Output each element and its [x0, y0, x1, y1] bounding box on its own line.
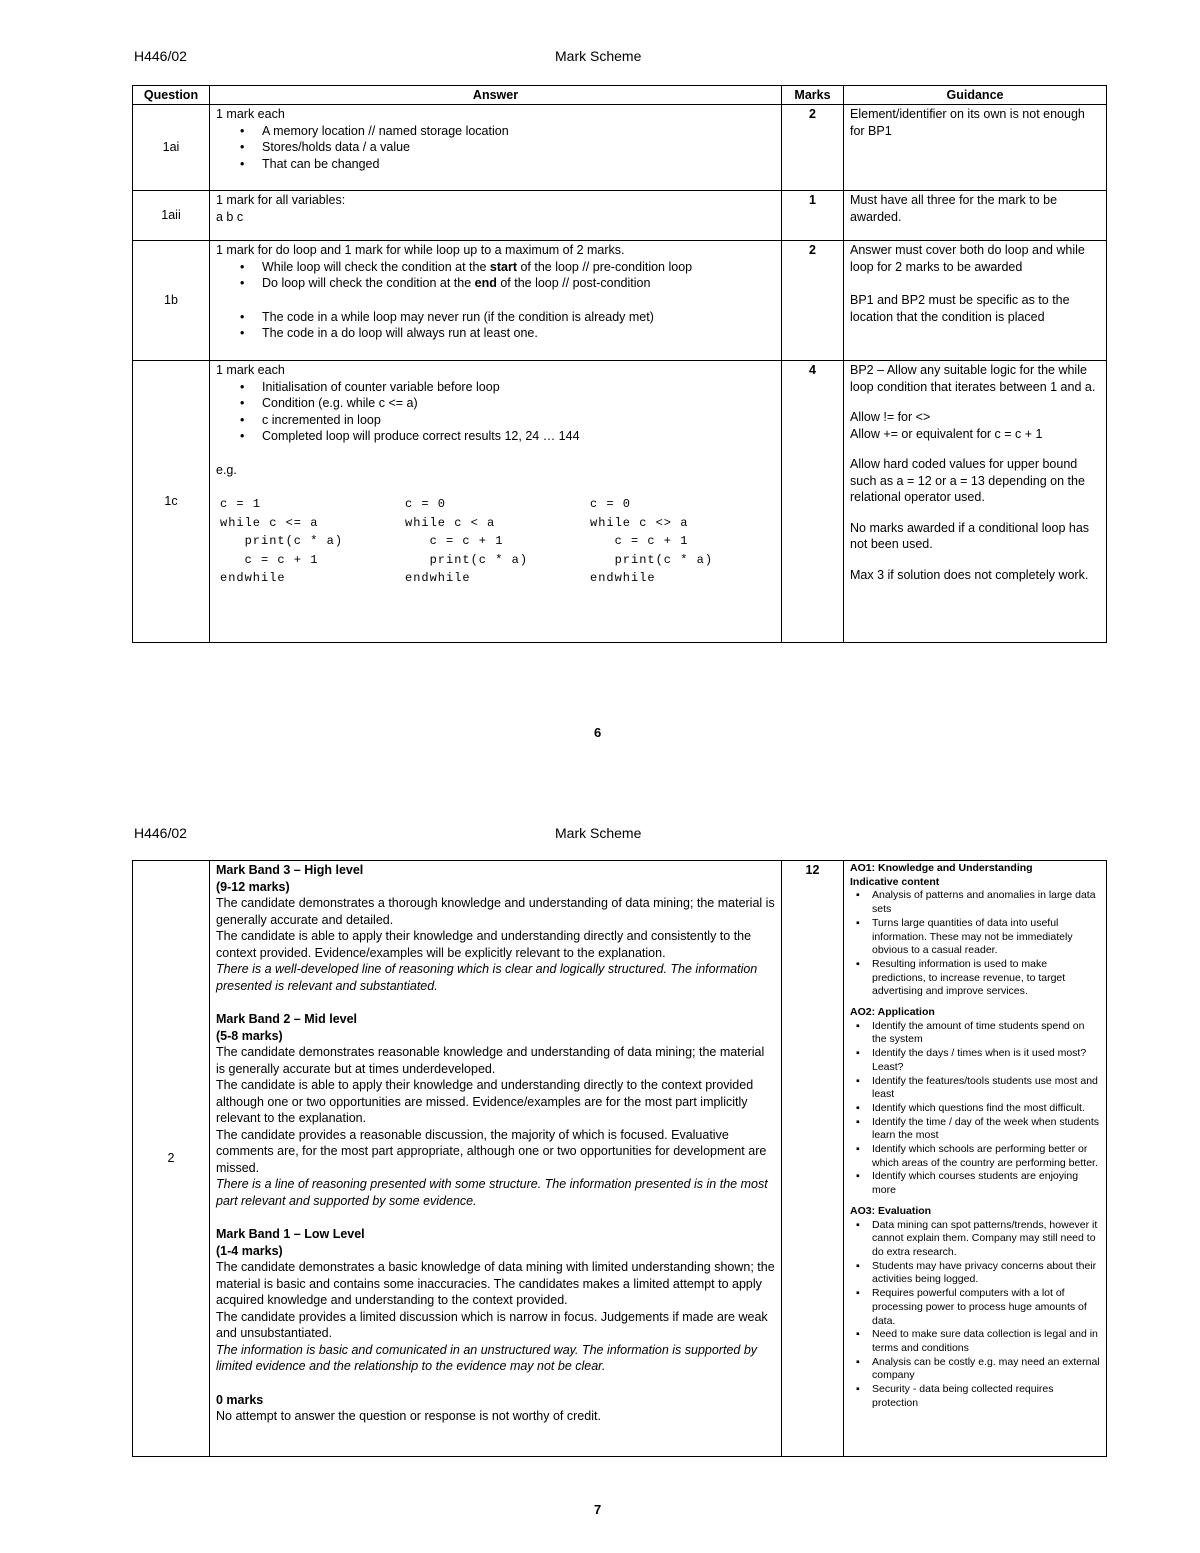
answer-cell — [210, 241, 782, 361]
guidance-bullet: ▪ Students may have privacy concerns about their activities being logged. — [872, 1260, 1100, 1287]
guidance-text: Element/identifier on its own is not enough for BP1 — [850, 107, 1085, 138]
mark-scheme-table — [132, 85, 1107, 643]
guidance-text: Max 3 if solution does not completely work. — [850, 567, 1089, 582]
table-row — [133, 861, 1107, 1457]
answer-intro: 1 mark for do loop and 1 mark for while loop up to a maximum of 2 marks. — [216, 243, 625, 257]
guidance-bullet: ▪ Identify the features/tools students use most and least — [872, 1075, 1100, 1102]
band-2-italic: There is a line of reasoning presented with some structure. The information presented is in the most part relevant and supported by some evidence. — [216, 1177, 768, 1208]
ao2-title: AO2: Application — [850, 1006, 935, 1019]
answer-cell — [210, 191, 782, 241]
band-3-italic: There is a well-developed line of reasoning which is clear and logically structured. The information presented is relevant and substantiated. — [216, 962, 758, 993]
ao1-title: AO1: Knowledge and Understanding — [850, 862, 1033, 874]
band-1-text: The candidate demonstrates a basic knowledge of data mining with limited understanding shown; the material is basic and contains some inaccuracies. The candidates makes a limited attempt to apply acquired knowledge and understanding to the context provided. — [216, 1260, 775, 1307]
answer-intro: 1 mark for all variables: — [216, 193, 346, 207]
guidance-cell — [844, 191, 1107, 241]
answer-bullet: • Completed loop will produce correct results 12, 24 … 144 — [262, 428, 775, 445]
guidance-text: Allow hard coded values for upper bound such as a = 12 or a = 13 depending on the relational operator used. — [850, 457, 1085, 504]
band-3-text: The candidate demonstrates a thorough knowledge and understanding of data mining; the material is generally accurate and detailed. — [216, 896, 775, 927]
guidance-text: BP1 and BP2 must be specific as to the location that the condition is placed — [850, 293, 1070, 324]
marks-cell: 2 — [782, 105, 844, 191]
answer-bullet: • A memory location // named storage location — [262, 123, 775, 140]
guidance-bullet: ▪ Analysis of patterns and anomalies in large data sets — [872, 889, 1100, 916]
table-row — [133, 241, 1107, 361]
page-code: H446/02 — [134, 48, 187, 64]
guidance-text: BP2 – Allow any suitable logic for the while loop condition that iterates between 1 and a. — [850, 363, 1096, 394]
guidance-text: Must have all three for the mark to be awarded. — [850, 193, 1058, 224]
guidance-bullet: ▪ Need to make sure data collection is legal and in terms and conditions — [872, 1328, 1100, 1355]
guidance-bullet: ▪ Identify the amount of time students spend on the system — [872, 1020, 1100, 1047]
band-2-text: The candidate demonstrates reasonable knowledge and understanding of data mining; the material is generally accurate but at times underdeveloped. — [216, 1045, 765, 1076]
page-title: Mark Scheme — [555, 48, 642, 64]
page-title: Mark Scheme — [555, 825, 642, 841]
answer-intro: 1 mark each — [216, 107, 285, 121]
question-number: 2 — [133, 861, 210, 1457]
answer-cell — [210, 861, 782, 1457]
guidance-bullet: ▪ Resulting information is used to make predictions, to increase revenue, to target advertising and improve services. — [872, 958, 1100, 999]
guidance-bullet: ▪ Identify the time / day of the week when students learn the most — [872, 1116, 1100, 1143]
header-answer: Answer — [210, 86, 782, 105]
band-1-title: Mark Band 1 – Low Level — [216, 1227, 365, 1241]
question-number: 1aii — [133, 191, 210, 241]
band-2-text: The candidate provides a reasonable discussion, the majority of which is focused. Evaluative comments are, for the most part appropriate, although one or two opportunities for development are missed. — [216, 1127, 767, 1175]
answer-bullet: • While loop will check the condition at the start of the loop // pre-condition loop — [262, 259, 775, 276]
guidance-bullet: ▪ Analysis can be costly e.g. may need an external company — [872, 1356, 1100, 1383]
table-header-row — [133, 86, 1107, 105]
ao1-subtitle: Indicative content — [850, 875, 940, 888]
band-2-text: The candidate is able to apply their knowledge and understanding directly to the context provided although one or two opportunities are missed. Evidence/examples are for the most part implicitly relevant to the explanation. — [216, 1078, 754, 1125]
code-example-2: c = 0 while c < a c = c + 1 print(c * a) endwhile — [405, 497, 529, 585]
table-row — [133, 361, 1107, 643]
band-1-text: The candidate provides a limited discussion which is narrow in focus. Judgements if made are weak and unsubstantiated. — [216, 1309, 768, 1340]
guidance-bullet: ▪ Turns large quantities of data into useful information. These may not be immediately obvious to a casual reader. — [872, 917, 1100, 958]
mark-scheme-table — [132, 860, 1107, 1457]
marks-cell: 12 — [782, 861, 844, 1457]
band-3-range: (9-12 marks) — [216, 879, 290, 894]
answer-cell — [210, 105, 782, 191]
guidance-bullet: ▪ Identify which schools are performing better or which areas of the country are performing better. — [872, 1143, 1100, 1170]
code-example-3: c = 0 while c <> a c = c + 1 print(c * a) endwhile — [590, 497, 714, 585]
page-code: H446/02 — [134, 825, 187, 841]
band-3-title: Mark Band 3 – High level — [216, 863, 364, 877]
answer-bullet: • The code in a do loop will always run at least one. — [262, 325, 775, 342]
band-2-title: Mark Band 2 – Mid level — [216, 1012, 358, 1026]
band-0-text: No attempt to answer the question or response is not worthy of credit. — [216, 1409, 601, 1423]
header-guidance: Guidance — [844, 86, 1107, 105]
guidance-bullet: ▪ Identify which courses students are enjoying more — [872, 1170, 1100, 1197]
guidance-bullet: ▪ Data mining can spot patterns/trends, however it cannot explain them. Company may still need to do extra research. — [872, 1219, 1100, 1260]
guidance-text: Allow != for <> — [850, 410, 931, 424]
guidance-text: No marks awarded if a conditional loop has not been used. — [850, 520, 1090, 551]
page-number: 6 — [594, 725, 602, 740]
code-example-1: c = 1 while c <= a print(c * a) c = c + 1 endwhile — [220, 497, 344, 585]
band-3-text: The candidate is able to apply their knowledge and understanding directly and consistently to the context provided. Evidence/examples will be explicitly relevant to the explanation. — [216, 929, 752, 960]
answer-bullet: • Stores/holds data / a value — [262, 139, 775, 156]
question-number: 1b — [133, 241, 210, 361]
guidance-bullet: ▪ Identify the days / times when is it used most? Least? — [872, 1047, 1100, 1074]
question-number: 1c — [133, 361, 210, 643]
guidance-cell — [844, 241, 1107, 361]
marks-cell: 4 — [782, 361, 844, 643]
answer-bullet: • Initialisation of counter variable before loop — [262, 379, 775, 396]
guidance-text: Allow += or equivalent for c = c + 1 — [850, 426, 1043, 441]
answer-bullet: • The code in a while loop may never run (if the condition is already met) — [262, 309, 775, 326]
table-row — [133, 191, 1107, 241]
guidance-bullet: ▪ Identify which questions find the most difficult. — [872, 1102, 1100, 1116]
band-1-italic: The information is basic and comunicated in an unstructured way. The information is supported by limited evidence and the relationship to the evidence may not be clear. — [216, 1342, 758, 1373]
answer-bullet: • c incremented in loop — [262, 412, 775, 429]
guidance-cell — [844, 361, 1107, 643]
guidance-cell — [844, 861, 1107, 1457]
band-2-range: (5-8 marks) — [216, 1028, 283, 1043]
question-number: 1ai — [133, 105, 210, 191]
answer-intro: 1 mark each — [216, 363, 285, 377]
guidance-text: Answer must cover both do loop and while loop for 2 marks to be awarded — [850, 243, 1085, 274]
header-marks: Marks — [782, 86, 844, 105]
marks-cell: 1 — [782, 191, 844, 241]
band-0-title: 0 marks — [216, 1392, 264, 1407]
header-question: Question — [133, 86, 210, 105]
page-number: 7 — [594, 1502, 602, 1517]
answer-bullet: • Condition (e.g. while c <= a) — [262, 395, 775, 412]
answer-bullet: • Do loop will check the condition at the end of the loop // post-condition — [262, 275, 775, 292]
answer-bullet: • That can be changed — [262, 156, 775, 173]
guidance-bullet: ▪ Security - data being collected requires protection — [872, 1383, 1100, 1410]
example-label: e.g. — [216, 462, 237, 477]
ao3-title: AO3: Evaluation — [850, 1204, 932, 1217]
marks-cell: 2 — [782, 241, 844, 361]
table-row — [133, 105, 1107, 191]
guidance-bullet: ▪ Requires powerful computers with a lot of processing power to process huge amounts of data. — [872, 1287, 1100, 1328]
answer-cell — [210, 361, 782, 643]
answer-text: a b c — [216, 209, 244, 224]
band-1-range: (1-4 marks) — [216, 1243, 283, 1258]
guidance-cell — [844, 105, 1107, 191]
